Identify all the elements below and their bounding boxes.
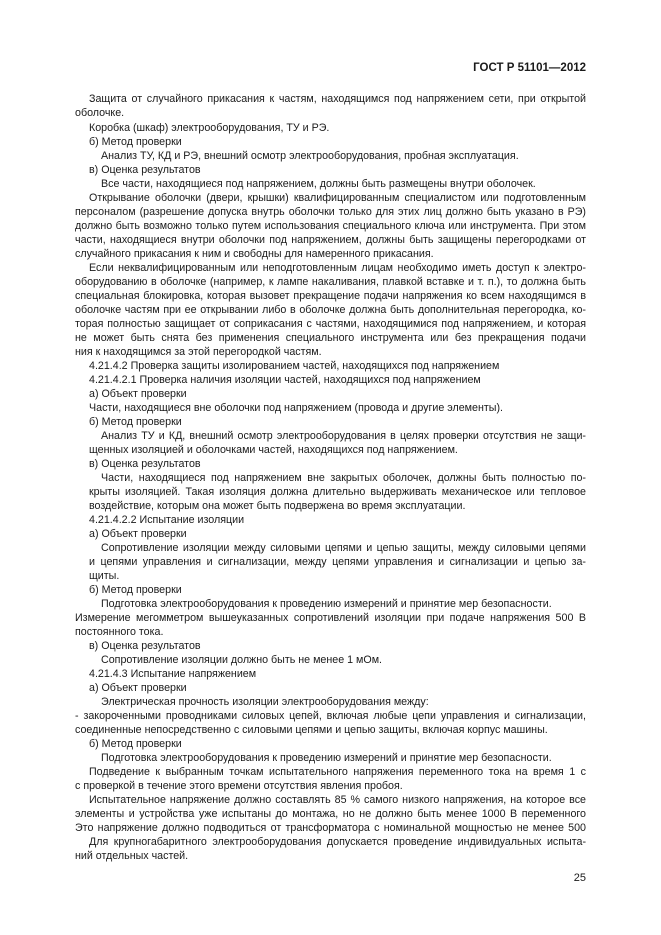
text-line: оболочке. — [75, 107, 125, 119]
text-line: и цепями управления и сигнализации, между цепями управления и сигнализации и цепью за- — [89, 556, 586, 568]
text-line: Части, находящиеся вне оболочки под напряжением (провода и другие элементы). — [89, 402, 503, 414]
text-line: Это напряжение должно подводиться от трансформатора с номинальной мощностью не менее 500 — [75, 822, 586, 834]
text-line: Открывание оболочки (двери, крышки) квалифицированным специалистом или подготовленным — [89, 192, 586, 204]
text-line: Если неквалифицированным или неподготовленным лицам необходимо иметь доступ к электро- — [89, 262, 586, 274]
text-line: - закороченными проводниками силовых цепей, включая любые цепи управления и сигнализации, — [75, 710, 586, 722]
text-line: части, находящиеся внутри оболочки под напряжением, должны быть защищены перегородками от — [75, 234, 586, 246]
section-heading: 4.21.4.3 Испытание напряжением — [89, 668, 257, 680]
section-heading: 4.21.4.2.2 Испытание изоляции — [89, 514, 245, 526]
text-line: б) Метод проверки — [89, 584, 182, 596]
text-line: в) Оценка результатов — [89, 640, 201, 652]
text-line: Коробка (шкаф) электрооборудования, ТУ и РЭ. — [89, 122, 330, 134]
text-line: а) Объект проверки — [89, 528, 187, 540]
text-line: Защита от случайного прикасания к частям, находящимся под напряжением сети, при открытой — [89, 93, 586, 105]
text-line: б) Метод проверки — [89, 738, 182, 750]
text-line: Подготовка электрооборудования к проведению измерений и принятие мер безопасности. — [101, 598, 552, 610]
text-line: б) Метод проверки — [89, 416, 182, 428]
text-line: торая полностью защищает от соприкасания с частями, находящимися под напряжением, и которая — [75, 318, 586, 330]
text-line: ний отдельных частей. — [75, 850, 189, 862]
text-line: Анализ ТУ и КД, внешний осмотр электрооборудования в целях проверки отсутствия не защи- — [101, 430, 586, 442]
page-number: 25 — [573, 872, 586, 884]
text-line: в) Оценка результатов — [89, 458, 201, 470]
text-line: элементы и устройства уже испытаны до монтажа, но не должно быть менее 1000 В переменного — [75, 808, 586, 820]
document-code: ГОСТ Р 51101—2012 — [473, 62, 586, 74]
text-line: оборудованию в оболочке (например, к лампе накаливания, плавкой вставке и т. п.), то должна быть — [75, 276, 586, 288]
text-line: персоналом (разрешение допуска внутрь оболочки только для этих лиц должно быть указано в РЭ) — [75, 206, 586, 218]
text-line: соединенные непосредственно с силовыми цепями и цепью защиты, включая корпус машины. — [75, 724, 548, 736]
section-heading: 4.21.4.2.1 Проверка наличия изоляции частей, находящихся под напряжением — [89, 374, 481, 386]
text-line: щенных изоляцией и оболочками частей, находящихся под напряжением. — [89, 444, 458, 456]
text-line: в) Оценка результатов — [89, 164, 201, 176]
text-line: щиты. — [89, 570, 120, 582]
text-line: оболочке частям при ее открывании либо в оболочке должна быть дополнительная перегородка, ко- — [75, 304, 586, 316]
text-line: воздействие, которым она может быть подвержена во время эксплуатации. — [89, 500, 466, 512]
text-line: случайного прикасания к ним и свободны для намеренного прикасания. — [75, 248, 434, 260]
text-line: постоянного тока. — [75, 626, 164, 638]
text-line: Подготовка электрооборудования к проведению измерений и принятие мер безопасности. — [101, 752, 552, 764]
text-line: Для крупногабаритного электрооборудования допускается проведение индивидуальных испыта- — [89, 836, 586, 848]
section-heading: 4.21.4.2 Проверка защиты изолированием частей, находящихся под напряжением — [89, 360, 500, 372]
text-line: Измерение мегомметром вышеуказанных сопротивлений изоляции при подаче напряжения 500 В — [75, 612, 586, 624]
text-line: Сопротивление изоляции между силовыми цепями и цепью защиты, между силовыми цепями — [101, 542, 586, 554]
text-line: Все части, находящиеся под напряжением, должны быть размещены внутри оболочек. — [101, 178, 536, 190]
text-line: должно быть возможно только путем использования специального ключа или инструмента. При этом — [75, 220, 586, 232]
text-line: ния к находящимся за этой перегородкой частям. — [75, 346, 322, 358]
text-line: не может быть снята без применения специального инструмента или без прекращения подачи — [75, 332, 586, 344]
text-line: с проверкой в течение этого времени отсутствия явления пробоя. — [75, 780, 403, 792]
text-line: крыты изоляцией. Такая изоляция должна длительно выдерживать механическое или тепловое — [89, 486, 586, 498]
text-line: б) Метод проверки — [89, 136, 182, 148]
text-line: Подведение к выбранным точкам испытательного напряжения переменного тока на время 1 с — [89, 766, 586, 778]
text-line: специальная блокировка, которая вызовет прекращение подачи напряжения ко всем находящимся в — [75, 290, 586, 302]
text-line: а) Объект проверки — [89, 388, 187, 400]
text-line: а) Объект проверки — [89, 682, 187, 694]
text-line: Испытательное напряжение должно составлять 85 % самого низкого напряжения, на которое все — [89, 794, 586, 806]
text-line: Сопротивление изоляции должно быть не менее 1 мОм. — [101, 654, 383, 666]
text-line: Части, находящиеся под напряжением вне закрытых оболочек, должны быть полностью по- — [101, 472, 586, 484]
text-line: Электрическая прочность изоляции электрооборудования между: — [101, 696, 429, 708]
text-line: Анализ ТУ, КД и РЭ, внешний осмотр электрооборудования, пробная эксплуатация. — [101, 150, 519, 162]
